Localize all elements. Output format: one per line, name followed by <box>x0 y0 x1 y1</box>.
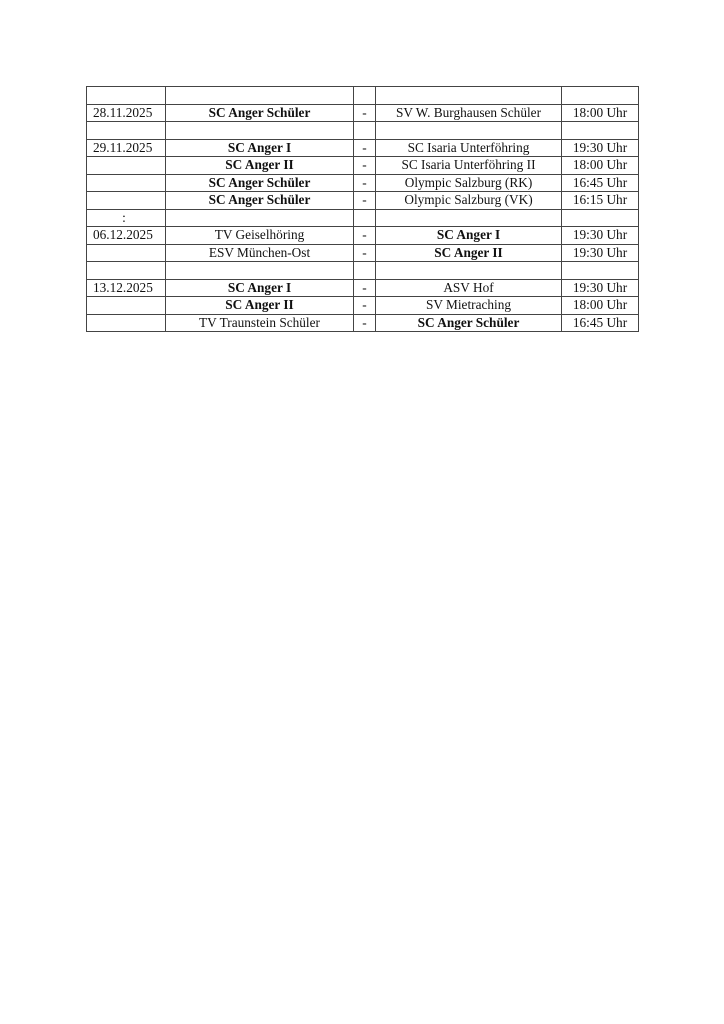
match-schedule-table <box>86 86 639 332</box>
separator-cell: - <box>354 157 376 175</box>
table-row <box>87 297 639 315</box>
home-team-cell: SC Anger II <box>166 157 354 175</box>
home-team-cell <box>166 87 354 105</box>
kickoff-time-cell: 16:45 Uhr <box>562 314 639 332</box>
match-date-cell: 06.12.2025 <box>87 227 166 245</box>
kickoff-time-cell: 19:30 Uhr <box>562 139 639 157</box>
separator-cell <box>354 262 376 280</box>
match-date-cell: : <box>87 209 166 227</box>
home-team-cell: SC Anger Schüler <box>166 104 354 122</box>
away-team-cell: Olympic Salzburg (RK) <box>376 174 562 192</box>
kickoff-time-cell <box>562 87 639 105</box>
home-team-cell: SC Anger II <box>166 297 354 315</box>
separator-cell: - <box>354 297 376 315</box>
table-row <box>87 122 639 140</box>
away-team-cell <box>376 87 562 105</box>
kickoff-time-cell: 19:30 Uhr <box>562 279 639 297</box>
match-date-cell <box>87 174 166 192</box>
table-row <box>87 314 639 332</box>
away-team-cell: SV W. Burghausen Schüler <box>376 104 562 122</box>
home-team-cell: SC Anger Schüler <box>166 174 354 192</box>
home-team-cell <box>166 262 354 280</box>
away-team-cell: SC Anger Schüler <box>376 314 562 332</box>
home-team-cell <box>166 209 354 227</box>
table-row <box>87 244 639 262</box>
separator-cell <box>354 87 376 105</box>
home-team-cell: TV Traunstein Schüler <box>166 314 354 332</box>
separator-cell: - <box>354 314 376 332</box>
match-date-cell <box>87 157 166 175</box>
away-team-cell: SV Mietraching <box>376 297 562 315</box>
away-team-cell <box>376 122 562 140</box>
separator-cell: - <box>354 192 376 210</box>
home-team-cell: SC Anger Schüler <box>166 192 354 210</box>
table-row <box>87 192 639 210</box>
separator-cell <box>354 209 376 227</box>
match-date-cell <box>87 244 166 262</box>
kickoff-time-cell: 19:30 Uhr <box>562 227 639 245</box>
kickoff-time-cell: 18:00 Uhr <box>562 104 639 122</box>
separator-cell <box>354 122 376 140</box>
kickoff-time-cell <box>562 122 639 140</box>
match-schedule-body <box>87 87 639 332</box>
table-row <box>87 279 639 297</box>
home-team-cell: SC Anger I <box>166 139 354 157</box>
table-row <box>87 139 639 157</box>
table-row <box>87 209 639 227</box>
home-team-cell: TV Geiselhöring <box>166 227 354 245</box>
kickoff-time-cell: 19:30 Uhr <box>562 244 639 262</box>
away-team-cell: SC Anger I <box>376 227 562 245</box>
table-row <box>87 87 639 105</box>
away-team-cell: ASV Hof <box>376 279 562 297</box>
home-team-cell: SC Anger I <box>166 279 354 297</box>
kickoff-time-cell: 18:00 Uhr <box>562 157 639 175</box>
match-date-cell <box>87 297 166 315</box>
away-team-cell: SC Isaria Unterföhring II <box>376 157 562 175</box>
away-team-cell <box>376 209 562 227</box>
kickoff-time-cell: 16:15 Uhr <box>562 192 639 210</box>
match-date-cell <box>87 192 166 210</box>
home-team-cell: ESV München-Ost <box>166 244 354 262</box>
match-date-cell: 28.11.2025 <box>87 104 166 122</box>
home-team-cell <box>166 122 354 140</box>
away-team-cell <box>376 262 562 280</box>
separator-cell: - <box>354 139 376 157</box>
match-date-cell <box>87 262 166 280</box>
table-row <box>87 174 639 192</box>
away-team-cell: SC Anger II <box>376 244 562 262</box>
kickoff-time-cell <box>562 262 639 280</box>
match-date-cell: 29.11.2025 <box>87 139 166 157</box>
match-date-cell <box>87 122 166 140</box>
table-row <box>87 262 639 280</box>
match-date-cell <box>87 87 166 105</box>
match-date-cell <box>87 314 166 332</box>
separator-cell: - <box>354 244 376 262</box>
separator-cell: - <box>354 174 376 192</box>
separator-cell: - <box>354 104 376 122</box>
away-team-cell: Olympic Salzburg (VK) <box>376 192 562 210</box>
kickoff-time-cell <box>562 209 639 227</box>
table-row <box>87 157 639 175</box>
separator-cell: - <box>354 227 376 245</box>
away-team-cell: SC Isaria Unterföhring <box>376 139 562 157</box>
table-row <box>87 227 639 245</box>
kickoff-time-cell: 18:00 Uhr <box>562 297 639 315</box>
kickoff-time-cell: 16:45 Uhr <box>562 174 639 192</box>
separator-cell: - <box>354 279 376 297</box>
match-date-cell: 13.12.2025 <box>87 279 166 297</box>
table-row <box>87 104 639 122</box>
